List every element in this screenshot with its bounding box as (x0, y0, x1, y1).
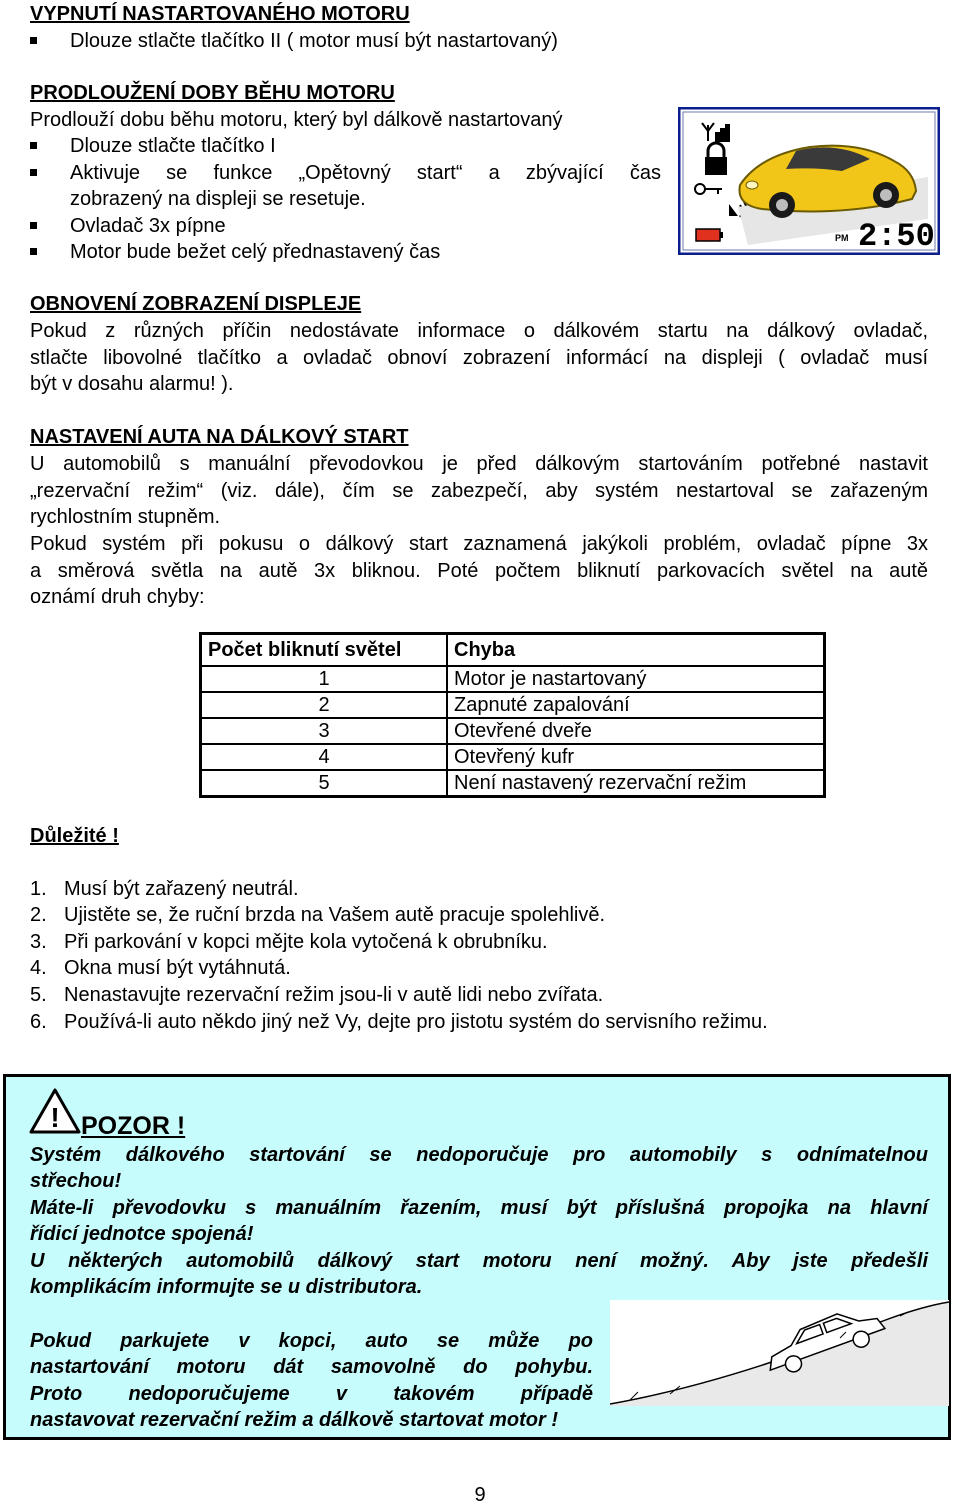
table-row (201, 744, 825, 770)
warning-title: POZOR ! (81, 1112, 186, 1140)
paragraph-line: být v dosahu alarmu! ). (30, 373, 234, 395)
section-heading-extend-runtime: PRODLOUŽENÍ DOBY BĚHU MOTORU (30, 82, 395, 104)
table-row (201, 770, 825, 797)
paragraph-line: U automobilů s manuální převodovkou je před dálkovým startováním potřebné nastavit (30, 453, 928, 475)
slope-parking-image (610, 1300, 949, 1406)
list-item: 3. Při parkování v kopci mějte kola vytočená k obrubníku. (30, 931, 548, 953)
table-cell: Otevřené dveře (447, 718, 825, 744)
bullet-icon (30, 142, 37, 149)
table-cell: Motor je nastartovaný (447, 666, 825, 692)
page-number: 9 (474, 1484, 486, 1506)
table-header-cell: Počet bliknutí světel (201, 634, 448, 667)
warning-line: střechou! (30, 1170, 122, 1192)
table-cell: 5 (201, 770, 448, 797)
paragraph-line: rychlostním stupněm. (30, 506, 221, 528)
table-cell: 2 (201, 692, 448, 718)
table-header-cell: Chyba (447, 634, 825, 667)
table-header-row (201, 634, 825, 667)
section-heading-remote-start-setup: NASTAVENÍ AUTA NA DÁLKOVÝ START (30, 426, 409, 448)
section-heading-engine-off: VYPNUTÍ NASTARTOVANÉHO MOTORU (30, 3, 410, 25)
error-table (199, 632, 826, 798)
list-item: 6. Používá-li auto někdo jiný než Vy, dejte pro jistotu systém do servisního režimu. (30, 1011, 768, 1033)
battery-icon (696, 229, 723, 241)
table-cell: 4 (201, 744, 448, 770)
table-row (201, 692, 825, 718)
table-cell: 3 (201, 718, 448, 744)
warning-slope-line: Pokud parkujete v kopci, auto se může po (30, 1330, 593, 1352)
important-heading: Důležité ! (30, 825, 119, 847)
paragraph-line: „rezervační režim“ (viz. dále), čím se zabezpečí, aby systém nestartoval se zařazeným (30, 480, 928, 502)
table-cell: Otevřený kufr (447, 744, 825, 770)
table-row (201, 718, 825, 744)
display-time: 2:50 (858, 218, 935, 255)
paragraph-line: a směrová světla na autě 3x bliknou. Poté počtem bliknutí parkovacích světel na autě (30, 560, 928, 582)
bullet-icon (30, 248, 37, 255)
paragraph-line: Pokud z různých příčin nedostávate informace o dálkovém startu na dálkový ovladač, (30, 320, 928, 342)
remote-display-illustration (678, 107, 940, 255)
warning-slope-line: Proto nedoporučujeme v takovém případě (30, 1383, 593, 1405)
warning-line: U některých automobilů dálkový start motoru není možný. Aby jste předešli (30, 1250, 928, 1272)
list-item: 2. Ujistěte se, že ruční brzda na Vašem autě pracuje spolehlivě. (30, 904, 606, 926)
warning-line: řídicí jednotce spojená! (30, 1223, 254, 1245)
list-item: 4. Okna musí být vytáhnutá. (30, 957, 291, 979)
paragraph-line: stlačte libovolné tlačítko a ovladač obnoví zobrazení informácí na displeji ( ovladač musí (30, 347, 928, 369)
table-cell: 1 (201, 666, 448, 692)
remote-display-image (678, 107, 940, 255)
table-row (201, 666, 825, 692)
warning-mark: ! (50, 1102, 60, 1133)
warning-icon (29, 1087, 81, 1135)
table-cell: Není nastavený rezervační režim (447, 770, 825, 797)
warning-slope-line: nastavovat rezervační režim a dálkově startovat motor ! (30, 1409, 558, 1431)
warning-line: Systém dálkového startování se nedoporučuje pro automobily s odnímatelnou (30, 1144, 928, 1166)
warning-line: komplikácím informujte se u distributora. (30, 1276, 423, 1298)
warning-line: Máte-li převodovku s manuálním řazením, musí být příslušná propojka na hlavní (30, 1197, 928, 1219)
list-item: 1. Musí být zařazený neutrál. (30, 878, 299, 900)
paragraph-line: oznámí druh chyby: (30, 586, 205, 608)
section-heading-display-refresh: OBNOVENÍ ZOBRAZENÍ DISPLEJE (30, 293, 362, 315)
list-item: 5. Nenastavujte rezervační režim jsou-li v autě lidi nebo zvířata. (30, 984, 604, 1006)
car-on-slope-illustration (610, 1300, 949, 1406)
paragraph-line: Pokud systém při pokusu o dálkový start zaznamená jakýkoli problém, ovladač pípne 3x (30, 533, 928, 555)
warning-slope-line: nastartování motoru dát samovolně do pohybu. (30, 1356, 593, 1378)
display-ampm: PM (835, 233, 849, 243)
table-cell: Zapnuté zapalování (447, 692, 825, 718)
bullet-icon (30, 222, 37, 229)
section-intro: Prodlouží dobu běhu motoru, který byl dálkově nastartovaný (30, 109, 563, 131)
bullet-icon (30, 169, 37, 176)
bullet-icon (30, 37, 37, 44)
